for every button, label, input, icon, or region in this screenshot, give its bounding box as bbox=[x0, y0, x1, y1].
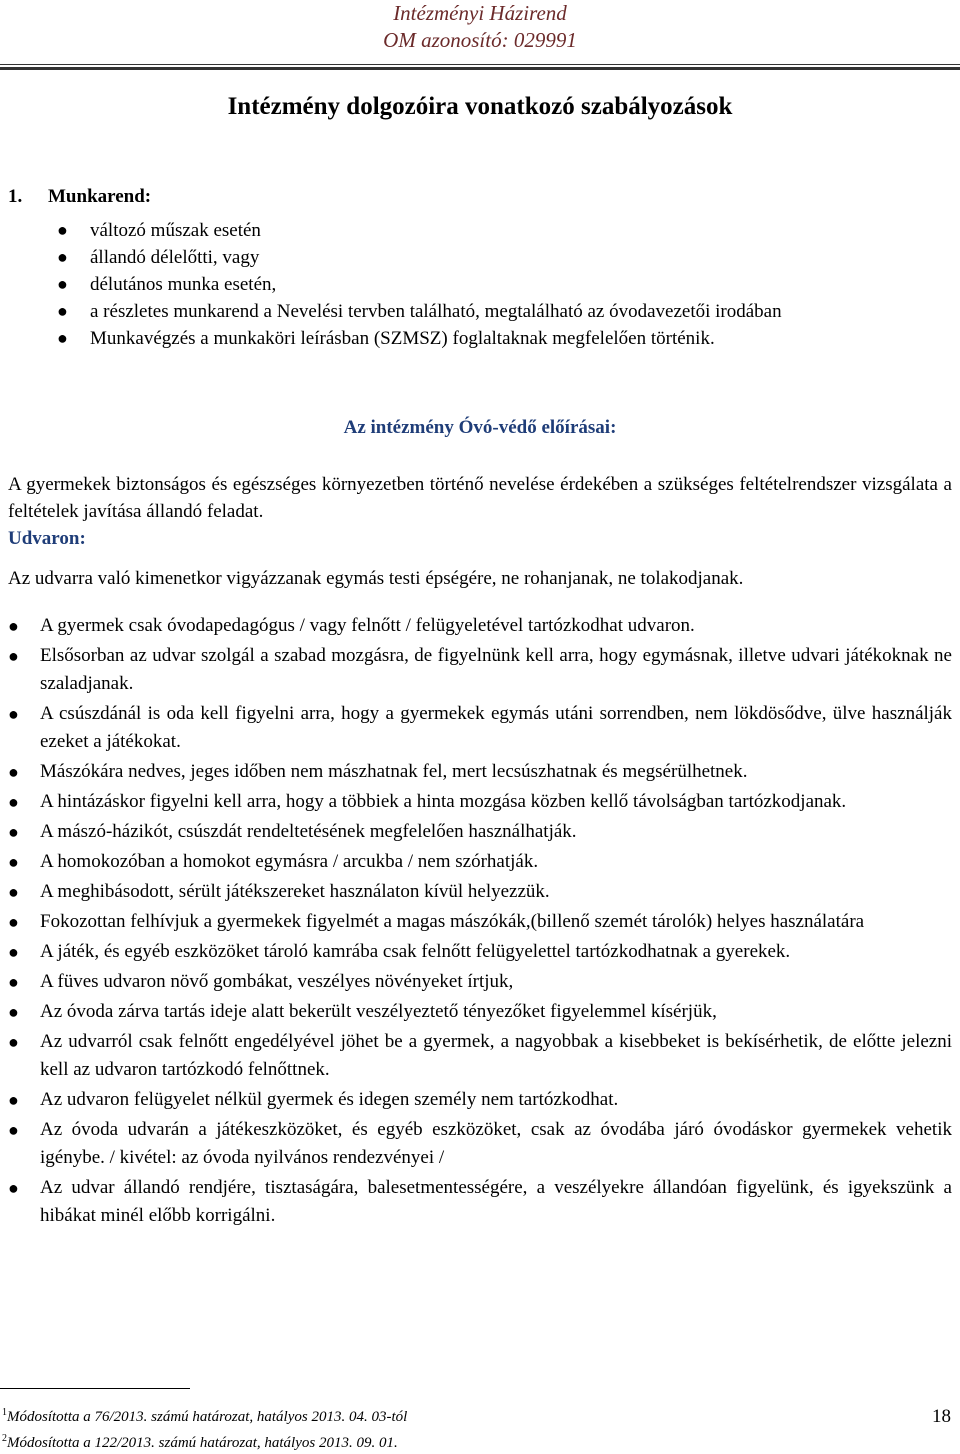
bullet-icon: ● bbox=[8, 1120, 19, 1140]
section-number: 1. bbox=[8, 186, 23, 207]
page-title: Intézmény dolgozóira vonatkozó szabályozások bbox=[227, 93, 733, 120]
list-item: ● Munkavégzés a munkaköri leírásban (SZMSZ) foglaltaknak megfelelően történik. bbox=[55, 325, 953, 352]
bullet-icon: ● bbox=[57, 220, 68, 240]
bullet-icon: ● bbox=[8, 762, 19, 782]
bullet-icon: ● bbox=[8, 792, 19, 812]
list-item: ● a részletes munkarend a Nevelési tervben található, megtalálható az óvodavezetői irodában bbox=[55, 298, 953, 325]
list-item: ● A játék, és egyéb eszközöket tároló kamrába csak felnőtt felügyelettel tartózkodhatnak a gyerekek. bbox=[8, 938, 952, 966]
bullet-icon: ● bbox=[8, 1002, 19, 1022]
list-item: ● A mászó-házikót, csúszdát rendeltetésének megfelelően használhatják. bbox=[8, 818, 952, 846]
list-item: ● Az udvaron felügyelet nélkül gyermek és idegen személy nem tartózkodhat. bbox=[8, 1086, 952, 1114]
list-item: ● A füves udvaron növő gombákat, veszélyes növényeket írtjuk, bbox=[8, 968, 952, 996]
bullet-icon: ● bbox=[57, 247, 68, 267]
list-item: ● Elsősorban az udvar szolgál a szabad mozgásra, de figyelnünk kell arra, hogy egymásnak, illetve udvari játékoknak ne szaladjanak. bbox=[8, 642, 952, 698]
section-title: Munkarend: bbox=[48, 186, 152, 207]
list-item: ● Fokozottan felhívjuk a gyermekek figyelmét a magas mászókák,(billenő szemét tárolók) helyes használatára bbox=[8, 908, 952, 936]
list-item: ● A homokozóban a homokot egymásra / arcukba / nem szórhatják. bbox=[8, 848, 952, 876]
list-item: ● A hintázáskor figyelni kell arra, hogy a többiek a hinta mozgása közben kellő távolságban tartózkodjanak. bbox=[8, 788, 952, 816]
footnotes bbox=[0, 1402, 960, 1454]
bullet-icon: ● bbox=[8, 1032, 19, 1052]
bullet-icon: ● bbox=[8, 852, 19, 872]
list-item: ● A meghibásodott, sérült játékszereket használaton kívül helyezzük. bbox=[8, 878, 952, 906]
bullet-icon: ● bbox=[8, 882, 19, 902]
section-heading bbox=[8, 186, 151, 208]
header-title: Intézményi Házirend bbox=[393, 1, 567, 25]
yard-rules-list bbox=[8, 612, 952, 1232]
list-item: ● A gyermek csak óvodapedagógus / vagy felnőtt / felügyeletével tartózkodhat udvaron. bbox=[8, 612, 952, 640]
bullet-icon: ● bbox=[8, 1090, 19, 1110]
list-item: ● Az udvar állandó rendjére, tisztaságára, balesetmentességére, a veszélyekre állandóan figyelünk, és igyekszünk a hibákat minél előbb korrigálni. bbox=[8, 1174, 952, 1230]
bullet-icon: ● bbox=[57, 274, 68, 294]
bullet-icon: ● bbox=[57, 301, 68, 321]
bullet-icon: ● bbox=[8, 972, 19, 992]
list-item: ● A csúszdánál is oda kell figyelni arra, hogy a gyermekek egymás utáni sorrendben, nem lökdösődve, ülve használják ezeket a játékokat. bbox=[8, 700, 952, 756]
yard-intro: Az udvarra való kimenetkor vigyázzanak egymás testi épségére, ne rohanjanak, ne tolakodjanak. bbox=[8, 568, 744, 589]
footnote: $^1$Módosította a 76/2013. számú határozat, hatályos 2013. 04. 03-tól bbox=[2, 1407, 408, 1425]
footnote-divider bbox=[0, 1388, 190, 1389]
list-item: ● Mászókára nedves, jeges időben nem mászhatnak fel, mert lecsúszhatnak és megsérülhetnek. bbox=[8, 758, 952, 786]
footnote: $^2$Módosította a 122/2013. számú határozat, hatályos 2013. 09. 01. bbox=[2, 1433, 398, 1451]
list-item: ● változó műszak esetén bbox=[55, 217, 953, 244]
bullet-icon: ● bbox=[8, 822, 19, 842]
header-om-id: OM azonosító: 029991 bbox=[383, 28, 577, 52]
list-item: ● Az udvarról csak felnőtt engedélyével jöhet be a gyermek, a nagyobbak a kisebbeket is bekísérhetik, de előtte jelezni kell az udvaron tartózkodó felnőttnek. bbox=[8, 1028, 952, 1084]
safety-paragraph: A gyermekek biztonságos és egészséges környezetben történő nevelése érdekében a szükséges feltételrendszer vizsgálata a feltételek javítása állandó feladat. bbox=[8, 474, 952, 522]
bullet-icon: ● bbox=[8, 646, 19, 666]
yard-heading: Udvaron: bbox=[8, 528, 86, 549]
bullet-icon: ● bbox=[8, 616, 19, 636]
safety-subheading: Az intézmény Óvó-védő előírásai: bbox=[343, 417, 617, 438]
list-item: ● Az óvoda udvarán a játékeszközöket, és egyéb eszközöket, csak az óvodába járó óvodáskor gyermekek vehetik igénybe. / kivétel: az óvoda nyilvános rendezvényei / bbox=[8, 1116, 952, 1172]
header-rule-thick bbox=[0, 67, 960, 70]
bullet-icon: ● bbox=[57, 328, 68, 348]
bullet-icon: ● bbox=[8, 704, 19, 724]
workschedule-list bbox=[55, 217, 953, 352]
list-item: ● Az óvoda zárva tartás ideje alatt bekerült veszélyeztető tényezőket figyelemmel kísérjük, bbox=[8, 998, 952, 1026]
bullet-icon: ● bbox=[8, 942, 19, 962]
page-number: 18 bbox=[932, 1406, 951, 1427]
list-item: ● délutános munka esetén, bbox=[55, 271, 953, 298]
page-header bbox=[0, 0, 960, 54]
bullet-icon: ● bbox=[8, 912, 19, 932]
bullet-icon: ● bbox=[8, 1178, 19, 1198]
list-item: ● állandó délelőtti, vagy bbox=[55, 244, 953, 271]
header-rule-thin bbox=[0, 64, 960, 65]
